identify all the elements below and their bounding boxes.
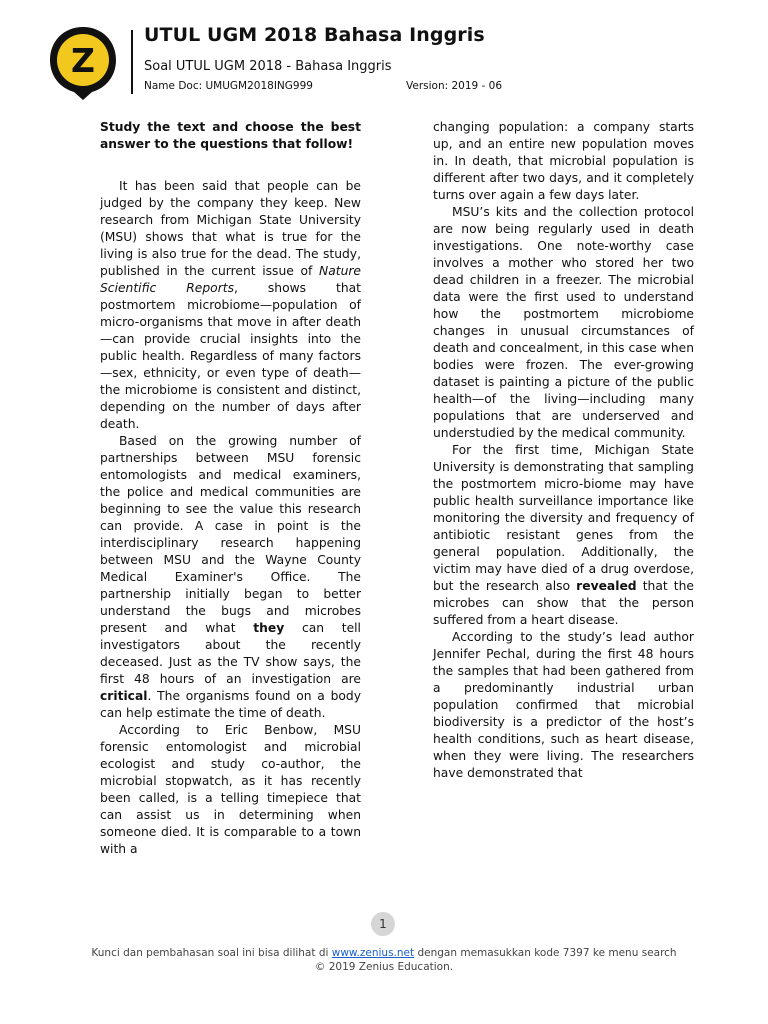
- header-divider: [131, 30, 133, 94]
- footer: [0, 946, 768, 974]
- page-subtitle: Soal UTUL UGM 2018 - Bahasa Inggris: [144, 59, 392, 74]
- bold-word-revealed: revealed: [576, 579, 637, 593]
- bold-word-critical: critical: [100, 689, 148, 703]
- logo-letter: Z: [71, 41, 95, 80]
- zenius-logo-icon: [46, 24, 120, 102]
- paragraph: According to the study’s lead author Jennifer Pechal, during the first 48 hours the samples that had been gathered from a predominantly industrial urban population confirmed that microbial biodiversity is a predictor of the host’s health conditions, such as heart disease, when they were living. The researchers have demonstrated that: [433, 630, 694, 780]
- left-column: [100, 119, 361, 858]
- doc-version: Version: 2019 - 06: [406, 80, 503, 92]
- doc-name: Name Doc: UMUGM2018ING999: [144, 80, 313, 92]
- paragraph: MSU’s kits and the collection protocol are now being regularly used in death investigations. One note-worthy case involves a mother who stored her two dead children in a freezer. The microbial data were the first used to understand how the postmortem microbiome changes in unusual circumstances of death and concealment, in this case when bodies were frozen. The ever-growing dataset is painting a picture of the public health—of the living—including many populations that are underserved and understudied by the medical community.: [433, 205, 694, 440]
- page-title: UTUL UGM 2018 Bahasa Inggris: [144, 24, 485, 46]
- paragraph: According to Eric Benbow, MSU forensic entomologist and microbial ecologist and study co-author, the microbial stopwatch, as it has recently been called, is a telling timepiece that can assist us in determining when someone died. It is comparable to a town with a: [100, 723, 361, 856]
- page-number: 1: [371, 912, 395, 936]
- paragraph: For the first time, Michigan State University is demonstrating that sampling the postmortem micro-biome may have public health surveillance importance like monitoring the diversity and frequency of antibiotic resistant genes from the general population. Additionally, the victim may have died of a drug overdose, but the research also revealed that the microbes can show that the person suffered from a heart disease.: [433, 443, 694, 627]
- paragraph: Based on the growing number of partnerships between MSU forensic entomologists and medical examiners, the police and medical communities are beginning to see the value this research can provide. A case in point is the interdisciplinary research happening between MSU and the Wayne County Medical Examiner's Office. The partnership initially began to better understand the bugs and microbes present and what they can tell investigators about the recently deceased. Just as the TV show says, the first 48 hours of an investigation are critical. The organisms found on a body can help estimate the time of death.: [100, 434, 361, 720]
- instruction-text: Study the text and choose the best answer to the questions that follow!: [100, 120, 361, 151]
- journal-name: Nature Scientific Reports: [100, 264, 361, 295]
- footer-line: Kunci dan pembahasan soal ini bisa dilihat di www.zenius.net dengan memasukkan kode 7397 ke menu search: [91, 947, 677, 959]
- zenius-link[interactable]: www.zenius.net: [331, 947, 415, 959]
- right-column: [433, 119, 694, 782]
- paragraph-continued: changing population: a company starts up, and an entire new population moves in. In death, that microbial population is different after two days, and it completely turns over again a few days later.: [433, 120, 694, 202]
- document-header: [0, 0, 768, 110]
- bold-word-they: they: [253, 621, 285, 635]
- copyright: © 2019 Zenius Education.: [314, 961, 454, 973]
- paragraph: It has been said that people can be judged by the company they keep. New research from Michigan State University (MSU) shows that what is true for the living is also true for the dead. The study, published in the current issue of Nature Scientific Reports, shows that postmortem microbiome—population of micro-organisms that move in after death—can provide crucial insights into the public health. Regardless of many factors—sex, ethnicity, or even type of death—the microbiome is consistent and distinct, depending on the number of days after death.: [100, 179, 361, 431]
